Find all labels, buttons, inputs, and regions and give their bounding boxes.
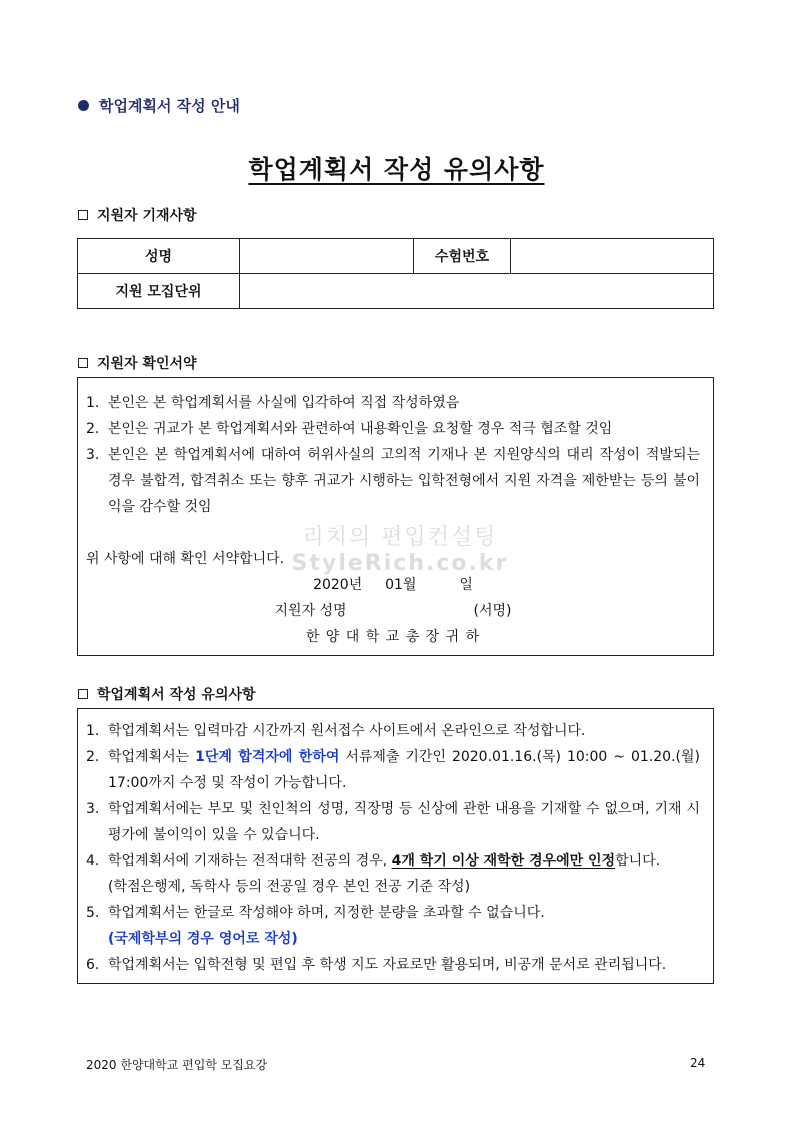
- watermark-line1: 리치의 편입컨설팅: [302, 525, 498, 550]
- notes-heading-label: 학업계획서 작성 유의사항: [97, 687, 256, 703]
- list-item: [86, 442, 700, 520]
- list-item: [86, 718, 700, 744]
- checkbox-square-icon: [78, 210, 88, 220]
- name-label: 성명: [78, 239, 240, 274]
- item-text: [108, 744, 700, 796]
- item-number: 1.: [86, 395, 100, 411]
- item-number: 2.: [86, 749, 100, 765]
- highlight-text: 국제학부의 경우 영어로 작성: [114, 931, 292, 947]
- table-row: [78, 274, 714, 309]
- checkbox-square-icon: [78, 358, 88, 368]
- exam-number-label: 수험번호: [414, 239, 511, 274]
- list-item: [86, 416, 700, 442]
- item-subtext-open: (: [108, 931, 115, 947]
- exam-number-field[interactable]: [511, 239, 714, 274]
- pledge-heading-label: 지원자 확인서약: [97, 356, 197, 372]
- list-item: [86, 744, 700, 796]
- unit-field[interactable]: [240, 274, 714, 309]
- table-row: [78, 239, 714, 274]
- signer-label: 지원자 성명: [274, 603, 347, 619]
- date-year: 2020년: [313, 577, 363, 593]
- addressee: 한 양 대 학 교 총 장 귀 하: [305, 629, 481, 645]
- item-subtext-close: ): [291, 931, 298, 947]
- notes-box: [77, 708, 714, 984]
- list-item: [86, 390, 700, 416]
- item-text-post: 합니다.: [615, 853, 661, 869]
- bullet-icon: [78, 100, 89, 111]
- unit-label: 지원 모집단위: [78, 274, 240, 309]
- pledge-heading: [78, 353, 197, 373]
- applicant-info-heading: [78, 205, 197, 225]
- checkbox-square-icon: [78, 689, 88, 699]
- sign-mark: (서명): [473, 603, 512, 619]
- signature-line: [86, 598, 700, 624]
- item-text: [108, 900, 700, 952]
- item-text: 본인은 본 학업계획서에 대하여 허위사실의 고의적 기재나 본 지원양식의 대리 작성이 적발되는 경우 불합격, 합격취소 또는 향후 귀교가 시행하는 입학전형에서 지원 자격을 제한받는 등의 불이익을 감수할 것임: [108, 447, 700, 515]
- date-month: 01월: [385, 577, 417, 593]
- list-item: [86, 900, 700, 952]
- page-title: 학업계획서 작성 유의사항: [248, 155, 545, 184]
- date-day: 일: [459, 577, 473, 593]
- item-text-post: 서류제출 기간인 2020.01.16.(목) 10:00 ~ 01.20.(월) 17:00까지 수정 및 작성이 가능합니다.: [108, 749, 700, 791]
- item-text-pre: 학업계획서에 기재하는 전적대학 전공의 경우,: [108, 853, 392, 869]
- notes-heading: [78, 684, 256, 704]
- list-item: [86, 952, 700, 978]
- pledge-box: [77, 377, 714, 656]
- item-number: 6.: [86, 957, 100, 973]
- item-number: 3.: [86, 447, 100, 463]
- list-item: [86, 796, 700, 848]
- item-text: 본인은 귀교가 본 학업계획서와 관련하여 내용확인을 요청할 경우 적극 협조할 것임: [108, 421, 613, 437]
- item-text-main: 학업계획서는 한글로 작성해야 하며, 지정한 분량을 초과할 수 없습니다.: [108, 905, 545, 921]
- name-field[interactable]: [240, 239, 414, 274]
- item-text-pre: 학업계획서는: [108, 749, 196, 765]
- watermark-line2: StyleRich.co.kr: [291, 551, 509, 576]
- item-text: 본인은 본 학업계획서를 사실에 입각하여 직접 작성하였음: [108, 395, 460, 411]
- footer-title: 2020 한양대학교 편입학 모집요강: [86, 1058, 268, 1072]
- applicant-info-heading-label: 지원자 기재사항: [97, 208, 197, 224]
- item-text: 학업계획서는 입력마감 시간까지 원서접수 사이트에서 온라인으로 작성합니다.: [108, 723, 586, 739]
- item-text: [108, 848, 700, 900]
- item-number: 4.: [86, 853, 100, 869]
- section-header-label: 학업계획서 작성 안내: [99, 97, 240, 115]
- item-number: 5.: [86, 905, 100, 921]
- confirm-statement: 위 사항에 대해 확인 서약합니다.: [86, 551, 285, 567]
- item-number: 2.: [86, 421, 100, 437]
- item-text: 학업계획서는 입학전형 및 편입 후 학생 지도 자료로만 활용되며, 비공개 문서로 관리됩니다.: [108, 957, 667, 973]
- applicant-info-table: [77, 238, 714, 309]
- item-text: 학업계획서에는 부모 및 친인척의 성명, 직장명 등 신상에 관한 내용을 기재할 수 없으며, 기재 시 평가에 불이익이 있을 수 있습니다.: [108, 801, 700, 843]
- item-number: 3.: [86, 801, 100, 817]
- section-header: [78, 95, 240, 116]
- highlight-text: 1단계 합격자에 한하여: [195, 749, 340, 765]
- item-subtext: (학점은행제, 독학사 등의 전공일 경우 본인 전공 기준 작성): [108, 879, 471, 895]
- page-number: 24: [690, 1056, 706, 1070]
- date-line: [86, 572, 700, 598]
- emphasis-text: 4개 학기 이상 재학한 경우에만 인정: [391, 853, 616, 869]
- list-item: [86, 848, 700, 900]
- item-number: 1.: [86, 723, 100, 739]
